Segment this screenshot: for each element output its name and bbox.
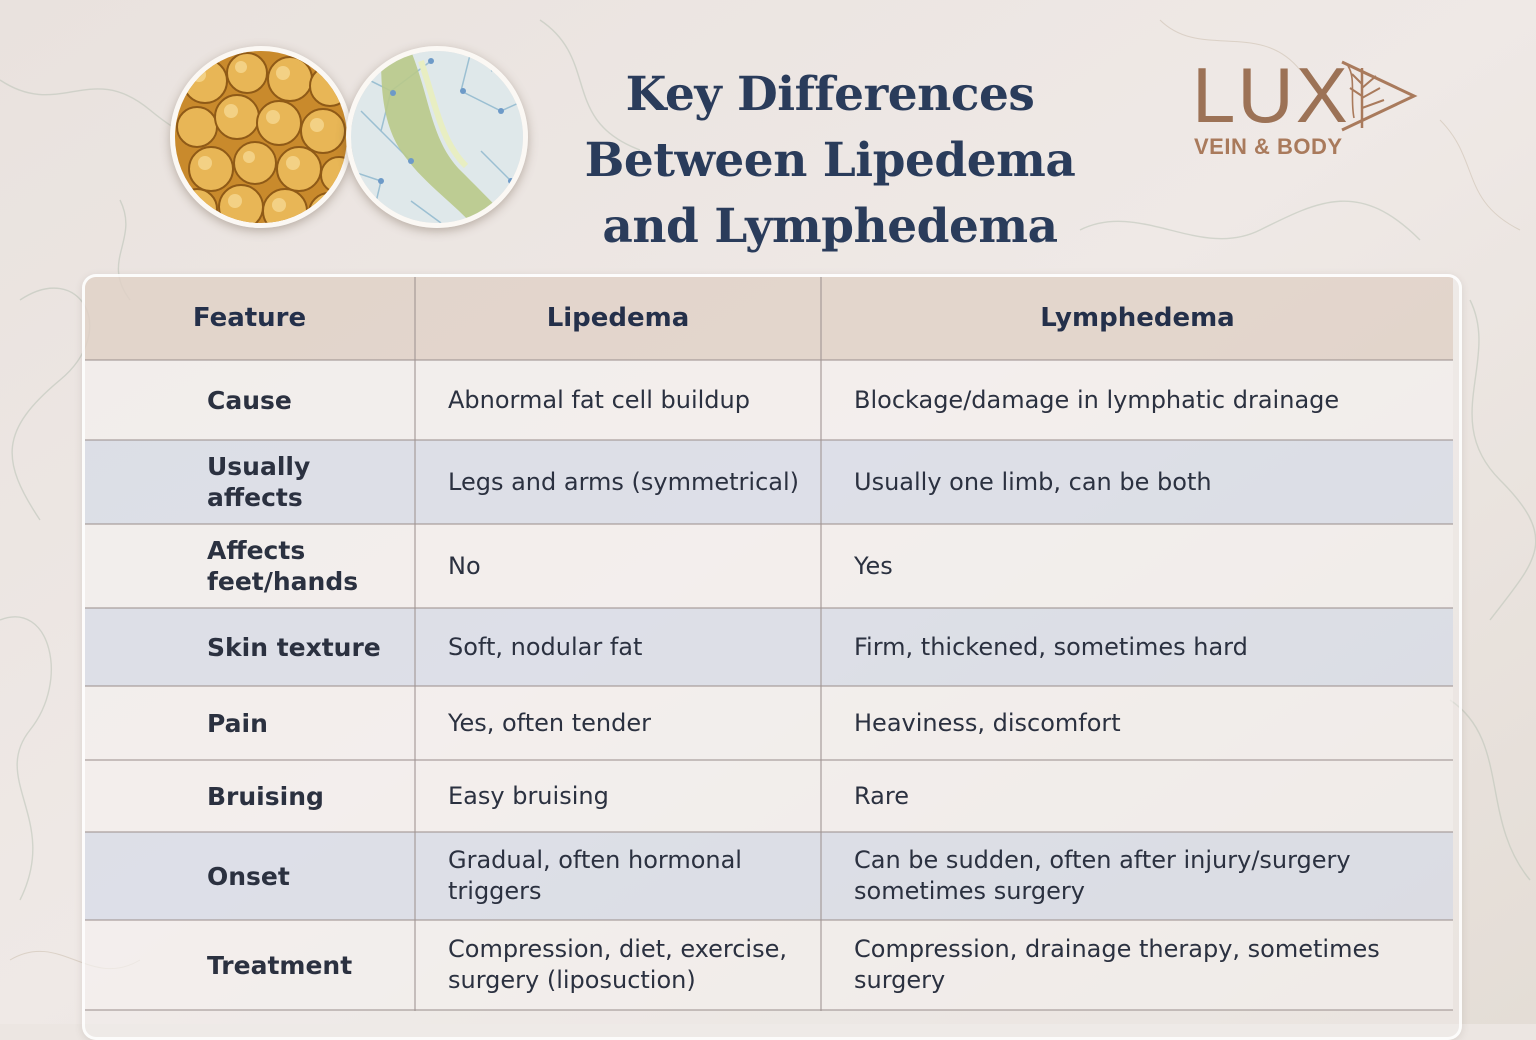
feature-cell: Bruising bbox=[85, 760, 415, 832]
lymphedema-cell: Blockage/damage in lymphatic drainage bbox=[821, 360, 1453, 440]
lymphatic-vessel-image bbox=[351, 51, 523, 223]
table-row bbox=[85, 686, 1453, 760]
title-line-3: and Lymphedema bbox=[602, 199, 1058, 254]
lymphedema-cell: Firm, thickened, sometimes hard bbox=[821, 608, 1453, 686]
tree-triangle-icon bbox=[1336, 58, 1420, 134]
lipedema-cell: Yes, often tender bbox=[415, 686, 821, 760]
lymphatic-vessel-illustration bbox=[346, 46, 528, 228]
feature-cell: Affects feet/hands bbox=[85, 524, 415, 608]
logo-tagline: VEIN & BODY bbox=[1194, 134, 1343, 159]
lipedema-cell: No bbox=[415, 524, 821, 608]
header-feature: Feature bbox=[85, 277, 415, 360]
fat-cells-illustration bbox=[170, 46, 352, 228]
header-lymphedema: Lymphedema bbox=[821, 277, 1453, 360]
lipedema-cell: Soft, nodular fat bbox=[415, 608, 821, 686]
feature-cell: Pain bbox=[85, 686, 415, 760]
table-row bbox=[85, 920, 1453, 1010]
page-title bbox=[560, 62, 1100, 260]
table-row bbox=[85, 760, 1453, 832]
table-header-row bbox=[85, 277, 1453, 360]
feature-cell: Onset bbox=[85, 832, 415, 920]
lymphedema-cell: Heaviness, discomfort bbox=[821, 686, 1453, 760]
lipedema-cell: Abnormal fat cell buildup bbox=[415, 360, 821, 440]
lymphedema-cell: Rare bbox=[821, 760, 1453, 832]
feature-cell: Cause bbox=[85, 360, 415, 440]
lipedema-cell: Legs and arms (symmetrical) bbox=[415, 440, 821, 524]
fat-cells-image bbox=[175, 51, 347, 223]
feature-cell: Usually affects bbox=[85, 440, 415, 524]
table-row bbox=[85, 524, 1453, 608]
comparison-table bbox=[82, 274, 1462, 1040]
feature-cell: Treatment bbox=[85, 920, 415, 1010]
title-line-1: Key Differences bbox=[625, 67, 1035, 122]
table-row bbox=[85, 832, 1453, 920]
lipedema-cell: Gradual, often hormonal triggers bbox=[415, 832, 821, 920]
title-line-2: Between Lipedema bbox=[584, 133, 1076, 188]
logo-wordmark: LUX bbox=[1192, 51, 1350, 139]
brand-logo bbox=[1188, 52, 1428, 164]
table-row bbox=[85, 440, 1453, 524]
feature-cell: Skin texture bbox=[85, 608, 415, 686]
table-row bbox=[85, 360, 1453, 440]
lymphedema-cell: Usually one limb, can be both bbox=[821, 440, 1453, 524]
lipedema-cell: Easy bruising bbox=[415, 760, 821, 832]
lymphedema-cell: Compression, drainage therapy, sometimes surgery bbox=[821, 920, 1453, 1010]
header-lipedema: Lipedema bbox=[415, 277, 821, 360]
lymphedema-cell: Can be sudden, often after injury/surgery sometimes surgery bbox=[821, 832, 1453, 920]
lymphedema-cell: Yes bbox=[821, 524, 1453, 608]
table-row bbox=[85, 608, 1453, 686]
lipedema-cell: Compression, diet, exercise, surgery (liposuction) bbox=[415, 920, 821, 1010]
